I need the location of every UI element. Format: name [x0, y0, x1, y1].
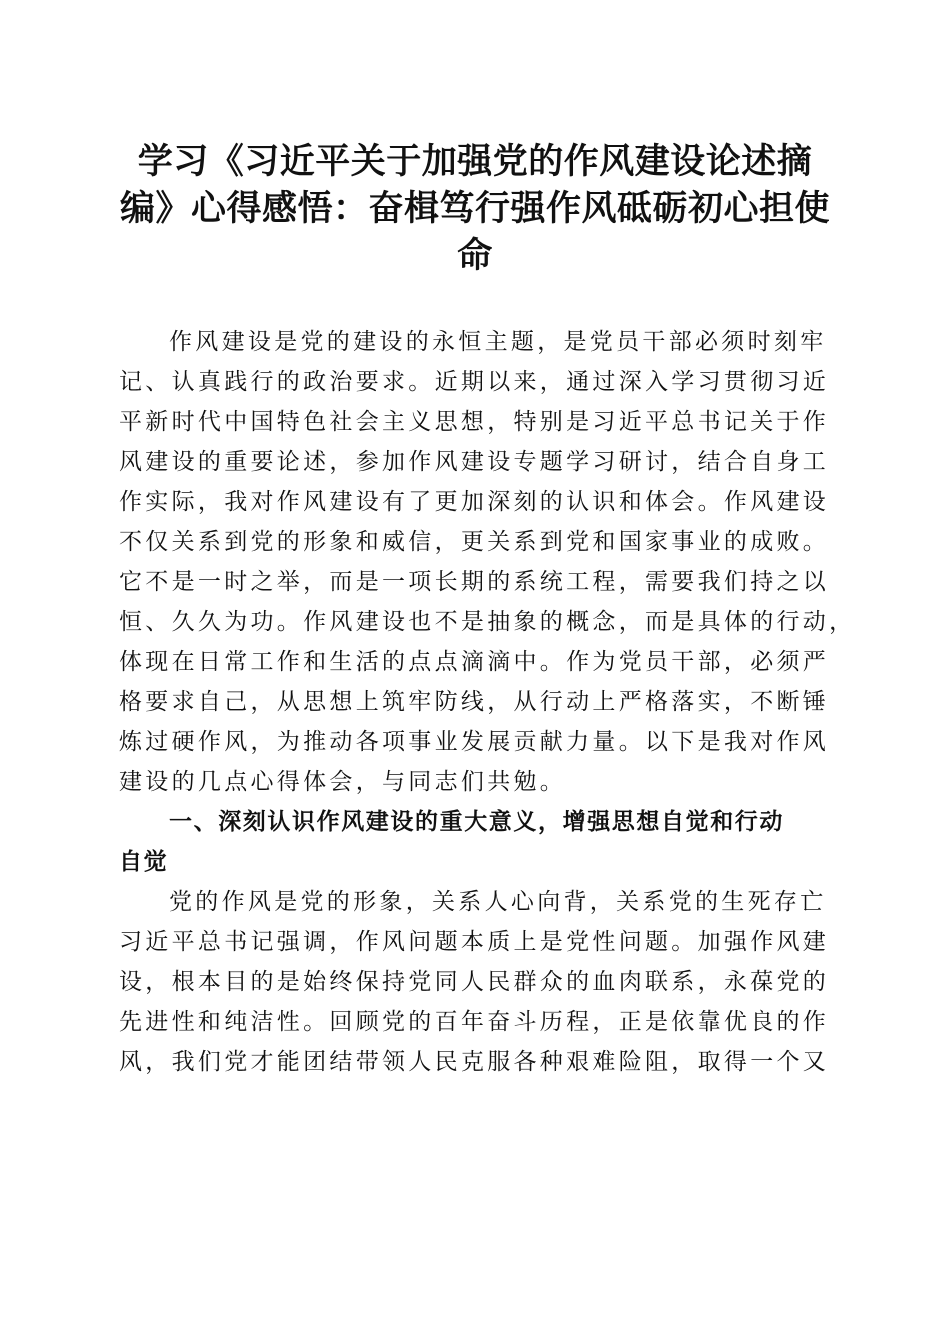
text-line: 风，我们党才能团结带领人民克服各种艰难险阻，取得一个又	[119, 1049, 830, 1075]
document-title	[100, 138, 850, 279]
section-heading-line: 一、深刻认识作风建设的重大意义，增强思想自觉和行动	[169, 809, 784, 835]
text-line: 格要求自己，从思想上筑牢防线，从行动上严格落实，不断锤	[119, 689, 830, 715]
text-line: 先进性和纯洁性。回顾党的百年奋斗历程，正是依靠优良的作	[119, 1009, 830, 1035]
title-line-3: 命	[457, 235, 493, 276]
text-line: 不仅关系到党的形象和威信，更关系到党和国家事业的成败。	[119, 529, 830, 555]
section-heading-line: 自觉	[119, 849, 169, 875]
text-line: 习近平总书记强调，作风问题本质上是党性问题。加强作风建	[119, 929, 830, 955]
intro-paragraph	[119, 322, 856, 802]
section-1-paragraph	[119, 882, 834, 1082]
text-line: 党的作风是党的形象，关系人心向背，关系党的生死存亡	[169, 889, 827, 915]
title-line-1: 学习《习近平关于加强党的作风建设论述摘	[137, 141, 813, 182]
text-line: 作实际，我对作风建设有了更加深刻的认识和体会。作风建设	[119, 489, 830, 515]
document-body	[119, 322, 856, 1082]
text-line: 它不是一时之举，而是一项长期的系统工程，需要我们持之以	[119, 569, 830, 595]
text-line: 记、认真践行的政治要求。近期以来，通过深入学习贯彻习近	[119, 369, 830, 395]
text-line: 建设的几点心得体会，与同志们共勉。	[119, 769, 567, 795]
text-line: 恒、久久为功。作风建设也不是抽象的概念，而是具体的行动，	[119, 609, 856, 635]
text-line: 平新时代中国特色社会主义思想，特别是习近平总书记关于作	[119, 409, 830, 435]
text-line: 风建设的重要论述，参加作风建设专题学习研讨，结合自身工	[119, 449, 830, 475]
section-1-heading	[119, 802, 834, 882]
title-line-2: 编》心得感悟：奋楫笃行强作风砥砺初心担使	[119, 188, 830, 229]
text-line: 体现在日常工作和生活的点点滴滴中。作为党员干部，必须严	[119, 649, 830, 675]
text-line: 设，根本目的是始终保持党同人民群众的血肉联系，永葆党的	[119, 969, 830, 995]
text-line: 炼过硬作风，为推动各项事业发展贡献力量。以下是我对作风	[119, 729, 830, 755]
text-line: 作风建设是党的建设的永恒主题，是党员干部必须时刻牢	[169, 329, 827, 355]
